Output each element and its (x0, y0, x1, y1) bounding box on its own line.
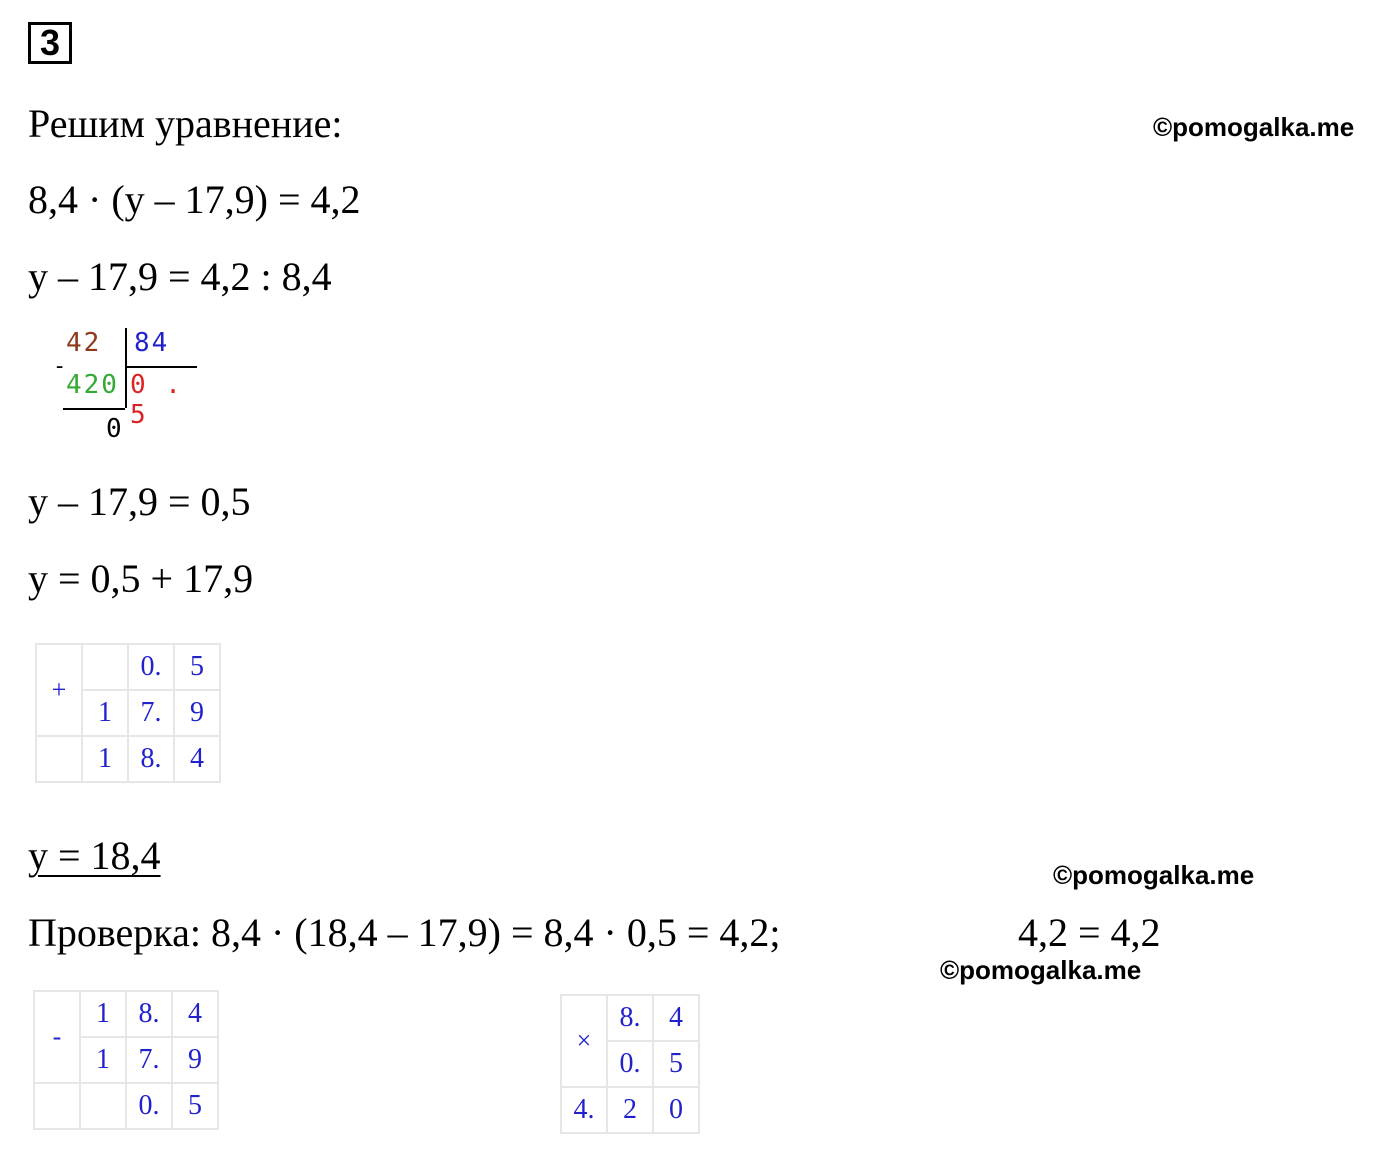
addition-result-row (36, 736, 220, 782)
division-subtrahend: 420 (66, 370, 119, 400)
step3-line: у = 0,5 + 17,9 (28, 556, 254, 601)
long-division (50, 328, 210, 448)
intro-text: Решим уравнение: (28, 101, 343, 146)
division-remainder: 0 (106, 414, 124, 444)
watermark-top: ©pomogalka.me (1153, 112, 1355, 142)
grid-cell: 2 (607, 1087, 653, 1133)
grid-cell: 7. (128, 690, 174, 736)
step2-line: у – 17,9 = 0,5 (28, 479, 251, 524)
division-quotient: 0 . 5 (130, 370, 183, 430)
step1-line: у – 17,9 = 4,2 : 8,4 (28, 254, 332, 299)
grid-cell: 9 (174, 690, 220, 736)
division-subtrahend-underline (63, 408, 125, 410)
grid-cell: 5 (172, 1083, 218, 1129)
times-sign: × (561, 995, 607, 1087)
grid-cell (82, 644, 128, 690)
grid-cell: 0. (128, 644, 174, 690)
grid-cell: 1 (80, 1037, 126, 1083)
division-vertical-bar (125, 328, 127, 408)
subtraction-row (34, 991, 218, 1037)
multiplication-result-row (561, 1087, 699, 1133)
subtraction-result-row (34, 1083, 218, 1129)
minus-sign: - (34, 991, 80, 1083)
division-minus-sign: - (53, 354, 69, 379)
grid-cell: 4 (653, 995, 699, 1041)
multiplication-row (561, 995, 699, 1041)
grid-cell: 4 (172, 991, 218, 1037)
grid-cell: 7. (126, 1037, 172, 1083)
grid-cell: 5 (653, 1041, 699, 1087)
grid-cell: 1 (82, 736, 128, 782)
subtraction-grid (33, 990, 219, 1130)
grid-cell: 0. (126, 1083, 172, 1129)
grid-cell: 8. (607, 995, 653, 1041)
grid-cell: 5 (174, 644, 220, 690)
grid-cell: 9 (172, 1037, 218, 1083)
multiplication-grid (560, 994, 700, 1134)
addition-grid (35, 643, 221, 783)
grid-cell (36, 736, 82, 782)
grid-cell: 8. (128, 736, 174, 782)
grid-cell: 4. (561, 1087, 607, 1133)
division-divisor-underline (125, 366, 197, 368)
addition-row (36, 644, 220, 690)
grid-cell (34, 1083, 80, 1129)
watermark-bottom: ©pomogalka.me (940, 955, 1142, 985)
plus-sign: + (36, 644, 82, 736)
task-number-box (28, 22, 72, 64)
grid-cell (80, 1083, 126, 1129)
division-divisor: 84 (134, 328, 170, 358)
equation-line: 8,4 · (у – 17,9) = 4,2 (28, 177, 361, 222)
grid-cell: 8. (126, 991, 172, 1037)
division-dividend: 42 (66, 328, 102, 358)
task-number: 3 (39, 22, 61, 63)
grid-cell: 0 (653, 1087, 699, 1133)
check-line: Проверка: 8,4 · (18,4 – 17,9) = 8,4 · 0,5 = 4,2; (28, 910, 781, 955)
check-result: 4,2 = 4,2 (1018, 910, 1161, 955)
answer-line: у = 18,4 (28, 833, 161, 878)
grid-cell: 1 (80, 991, 126, 1037)
grid-cell: 0. (607, 1041, 653, 1087)
grid-cell: 4 (174, 736, 220, 782)
grid-cell: 1 (82, 690, 128, 736)
watermark-middle: ©pomogalka.me (1053, 860, 1255, 890)
